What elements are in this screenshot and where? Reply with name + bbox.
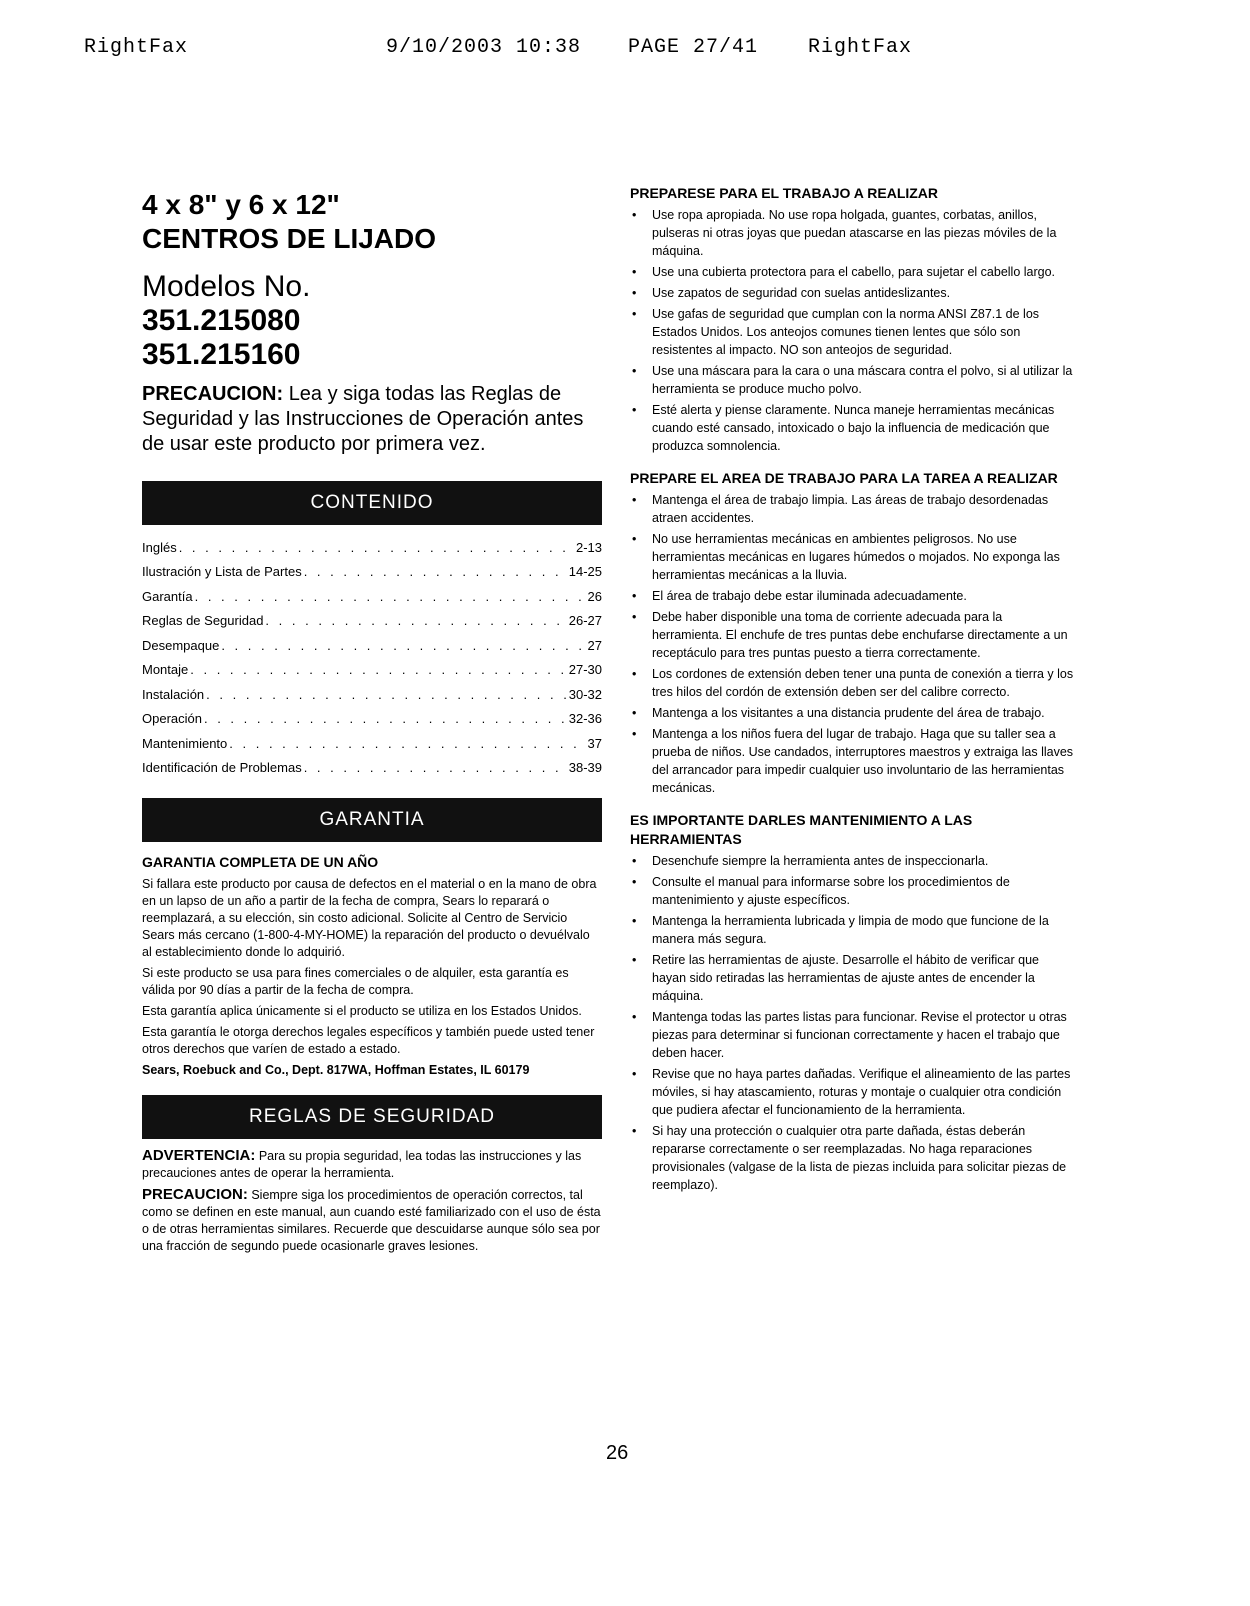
bullet-item: • Los cordones de extensión deben tener una punta de conexión a tierra y los tres hilos del cordón de extensión deben ser del calibre correcto. xyxy=(630,665,1075,701)
model-number-1: 351.215080 xyxy=(142,304,301,337)
toc-leader-dots xyxy=(179,540,574,555)
toc-entry-pages: 27-30 xyxy=(568,662,602,678)
bullet-item: • Mantenga el área de trabajo limpia. Las áreas de trabajo desordenadas atraen accidentes. xyxy=(630,491,1075,527)
document-title xyxy=(142,188,602,256)
reglas-precaucion-label: PRECAUCION: xyxy=(142,1186,248,1203)
section-heading: PREPARESE PARA EL TRABAJO A REALIZAR xyxy=(630,185,939,201)
toc-leader-dots xyxy=(195,589,586,604)
bullet-item: • Desenchufe siempre la herramienta antes de inspeccionarla. xyxy=(630,852,1075,870)
toc-entry-pages: 2-13 xyxy=(575,539,602,555)
toc-entry-label: Identificación de Problemas xyxy=(142,760,302,776)
toc-entry xyxy=(142,707,602,732)
garantia-paragraph: Esta garantía le otorga derechos legales específicos y también puede usted tener otros derechos que varíen de estado a estado. xyxy=(142,1025,595,1056)
toc-leader-dots xyxy=(304,564,567,579)
garantia-paragraph: Esta garantía aplica únicamente si el producto se utiliza en los Estados Unidos. xyxy=(142,1004,582,1018)
toc-leader-dots xyxy=(229,736,585,751)
toc-leader-dots xyxy=(265,613,566,628)
fax-header xyxy=(84,36,913,151)
toc-entry-pages: 30-32 xyxy=(568,686,602,702)
toc-leader-dots xyxy=(204,711,567,726)
bullet-item: • Use una máscara para la cara o una máscara contra el polvo, si al utilizar la herramienta se produce mucho polvo. xyxy=(630,362,1075,398)
reglas-precaucion-notice xyxy=(142,1186,602,1255)
toc-entry-label: Reglas de Seguridad xyxy=(142,613,264,629)
garantia-paragraph: Si este producto se usa para fines comerciales o de alquiler, esta garantía es válida por 90 días a partir de la fecha de compra. xyxy=(142,966,569,997)
toc-entry-label: Mantenimiento xyxy=(142,735,228,751)
bullet-item: • Use una cubierta protectora para el cabello, para sujetar el cabello largo. xyxy=(630,263,1075,281)
advertencia-label: ADVERTENCIA: xyxy=(142,1147,256,1164)
fax-header-page: PAGE 27/41 xyxy=(628,36,759,59)
reglas-precaucion-text: Siempre siga los procedimientos de operación correctos, tal como se definen en este manual, aun cuando esté familiarizado con el uso de ésta o de otras herramientas similares. Recuerde que descuidarse aunque sólo sea por una fracción de segundo puede ocasionarle graves lesiones. xyxy=(142,1188,601,1253)
bullet-item: • Mantenga la herramienta lubricada y limpia de modo que funcione de la manera más segura. xyxy=(630,912,1075,948)
section-bullet-list xyxy=(630,206,1075,455)
contenido-banner: CONTENIDO xyxy=(142,481,602,525)
bullet-item: • El área de trabajo debe estar iluminada adecuadamente. xyxy=(630,587,1075,605)
toc-entry-label: Operación xyxy=(142,711,202,727)
sears-address: Sears, Roebuck and Co., Dept. 817WA, Hoffman Estates, IL 60179 xyxy=(142,1063,530,1077)
garantia-subtitle: GARANTIA COMPLETA DE UN AÑO xyxy=(142,854,379,870)
left-column xyxy=(142,188,602,1255)
toc-entry xyxy=(142,682,602,707)
toc-leader-dots xyxy=(206,687,567,702)
bullet-item: • Use ropa apropiada. No use ropa holgada, guantes, corbatas, anillos, pulseras ni otras joyas que puedan atascarse en las piezas móviles de la máquina. xyxy=(630,206,1075,260)
bullet-item: • Mantenga a los niños fuera del lugar de trabajo. Haga que su taller sea a prueba de niños. Use candados, interruptores maestros y extraiga las llaves del arrancador para impedir cualquier uso involuntario de las herramientas mecánicas. xyxy=(630,725,1075,797)
garantia-banner: GARANTIA xyxy=(142,798,602,842)
bullet-item: • Mantenga a los visitantes a una distancia prudente del área de trabajo. xyxy=(630,704,1075,722)
toc-entry-pages: 37 xyxy=(587,735,602,751)
precaucion-notice xyxy=(142,382,602,457)
toc-entry xyxy=(142,658,602,683)
toc-entry xyxy=(142,535,602,560)
bullet-item: • Mantenga todas las partes listas para funcionar. Revise el protector u otras piezas para determinar si funcionan correctamente y hacen el trabajo que deben hacer. xyxy=(630,1008,1075,1062)
title-line-2: CENTROS DE LIJADO xyxy=(142,223,437,254)
advertencia-notice xyxy=(142,1147,602,1182)
table-of-contents xyxy=(142,535,602,780)
models-label: Modelos No. xyxy=(142,270,311,303)
toc-entry-label: Instalación xyxy=(142,686,205,702)
toc-leader-dots xyxy=(304,760,567,775)
toc-entry xyxy=(142,731,602,756)
bullet-item: • No use herramientas mecánicas en ambientes peligrosos. No use herramientas mecánicas en lugares húmedos o mojados. No exponga las herramientas mecánicas a la lluvia. xyxy=(630,530,1075,584)
bullet-item: • Debe haber disponible una toma de corriente adecuada para la herramienta. El enchufe de tres puntas debe enchufarse directamente a un receptáculo para tres puntas puesto a tierra correctamente. xyxy=(630,608,1075,662)
toc-entry xyxy=(142,756,602,781)
right-column xyxy=(630,184,1075,1194)
bullet-item: • Si hay una protección o cualquier otra parte dañada, éstas deberán repararse correctamente o ser reemplazadas. No haga reparaciones provisionales (valgase de la lista de piezas incluida para solicitar piezas de reemplazo). xyxy=(630,1122,1075,1194)
precaucion-label: PRECAUCION: xyxy=(142,383,284,405)
bullet-item: • Consulte el manual para informarse sobre los procedimientos de mantenimiento y ajuste específicos. xyxy=(630,873,1075,909)
reglas-banner: REGLAS DE SEGURIDAD xyxy=(142,1095,602,1139)
precaucion-text: Lea y siga todas las Reglas de Seguridad y las Instrucciones de Operación antes de usar este producto por primera vez. xyxy=(142,383,584,455)
fax-header-left: RightFax xyxy=(84,36,189,59)
model-number-2: 351.215160 xyxy=(142,338,301,371)
toc-entry-pages: 38-39 xyxy=(568,760,602,776)
toc-entry xyxy=(142,609,602,634)
bullet-item: • Use zapatos de seguridad con suelas antideslizantes. xyxy=(630,284,1075,302)
garantia-paragraph: Si fallara este producto por causa de defectos en el material o en la mano de obra en un lapso de un año a partir de la fecha de compra, Sears lo reparará o reemplazará, a su elección, sin costo adicional. Solicite al Centro de Servicio Sears más cercano (1-800-4-MY-HOME) la reparación del producto o devuélvalo al establecimiento donde lo adquirió. xyxy=(142,877,597,959)
fax-header-datetime: 9/10/2003 10:38 xyxy=(386,36,582,59)
toc-entry-pages: 27 xyxy=(587,637,602,653)
section-bullet-list xyxy=(630,852,1075,1194)
toc-entry-label: Inglés xyxy=(142,539,177,555)
section-heading: PREPARE EL AREA DE TRABAJO PARA LA TAREA A REALIZAR xyxy=(630,470,1058,486)
toc-leader-dots xyxy=(221,638,585,653)
toc-entry xyxy=(142,633,602,658)
toc-entry xyxy=(142,560,602,585)
section-bullet-list xyxy=(630,491,1075,797)
page-number: 26 xyxy=(606,1442,629,1464)
bullet-item: • Esté alerta y piense claramente. Nunca maneje herramientas mecánicas cuando esté cansado, intoxicado o bajo la influencia de medicación que produzca somnolencia. xyxy=(630,401,1075,455)
toc-entry-label: Garantía xyxy=(142,588,193,604)
toc-entry-pages: 26 xyxy=(587,588,602,604)
bullet-item: • Revise que no haya partes dañadas. Verifique el alineamiento de las partes móviles, si hay atascamiento, roturas y montaje o cualquier otra condición que pudiera afectar el funcionamiento de la herramienta. xyxy=(630,1065,1075,1119)
toc-entry-pages: 32-36 xyxy=(568,711,602,727)
bullet-item: • Retire las herramientas de ajuste. Desarrolle el hábito de verificar que hayan sido retiradas las herramientas de ajuste antes de encender la máquina. xyxy=(630,951,1075,1005)
toc-entry-label: Desempaque xyxy=(142,637,220,653)
fax-header-right: RightFax xyxy=(808,36,913,59)
advertencia-text: Para su propia seguridad, lea todas las instrucciones y las precauciones antes de operar la herramienta. xyxy=(142,1149,582,1180)
section-heading: ES IMPORTANTE DARLES MANTENIMIENTO A LAS HERRAMIENTAS xyxy=(630,812,973,847)
toc-entry-label: Ilustración y Lista de Partes xyxy=(142,564,302,580)
bullet-item: • Use gafas de seguridad que cumplan con la norma ANSI Z87.1 de los Estados Unidos. Los anteojos comunes tienen lentes que sólo son resistentes al impacto. NO son anteojos de seguridad. xyxy=(630,305,1075,359)
toc-leader-dots xyxy=(190,662,567,677)
toc-entry xyxy=(142,584,602,609)
toc-entry-pages: 14-25 xyxy=(568,564,602,580)
toc-entry-label: Montaje xyxy=(142,662,189,678)
title-line-1: 4 x 8" y 6 x 12" xyxy=(142,189,340,220)
toc-entry-pages: 26-27 xyxy=(568,613,602,629)
